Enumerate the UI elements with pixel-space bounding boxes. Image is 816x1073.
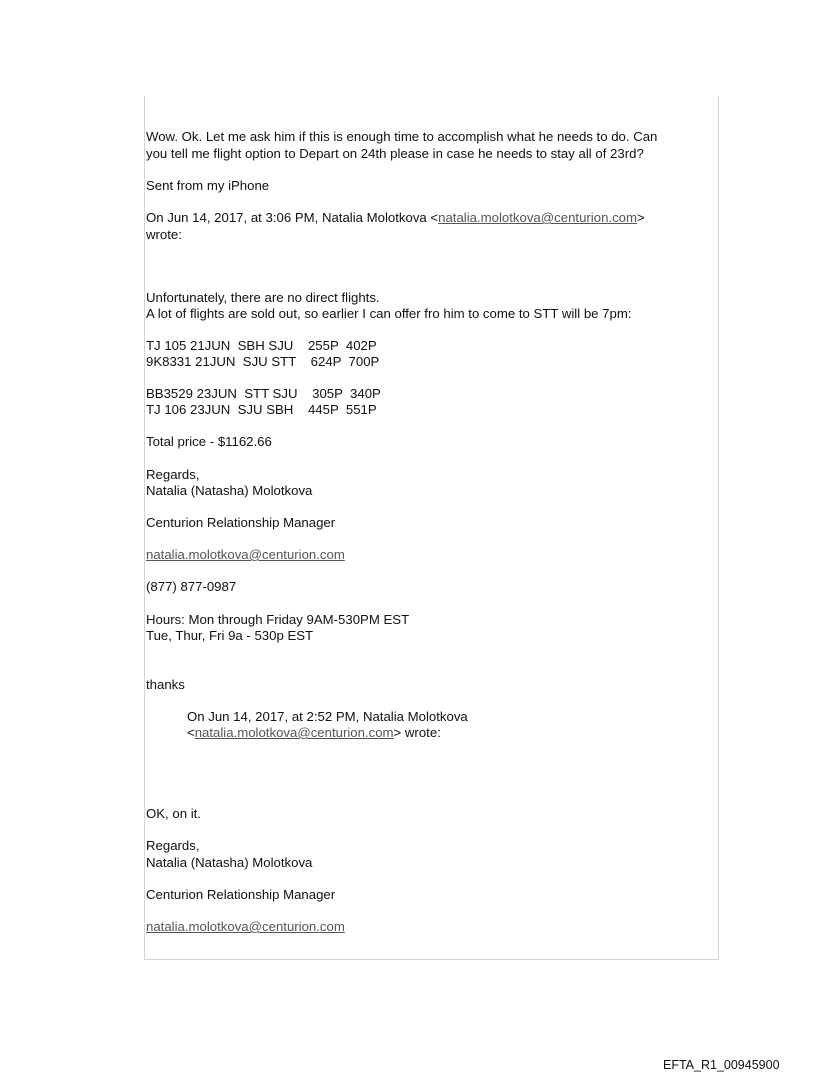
- quote1-wrote: wrote:: [146, 227, 182, 242]
- quote2-header-line-2: [187, 725, 441, 741]
- quote1-thanks: thanks: [146, 677, 185, 692]
- flight-out-row-2: 9K8331 21JUN SJU STT 624P 700P: [146, 354, 380, 369]
- quote2-signature-email-link[interactable]: natalia.molotkova@centurion.com: [146, 919, 345, 934]
- quote1-hours-line-1: Hours: Mon through Friday 9AM-530PM EST: [146, 612, 410, 627]
- flight-out-row-1: TJ 105 21JUN SBH SJU 255P 402P: [146, 338, 377, 353]
- quote1-phone: (877) 877-0987: [146, 579, 237, 594]
- quote1-hours-line-2: Tue, Thur, Fri 9a - 530p EST: [146, 628, 314, 643]
- quote2-body: OK, on it.: [146, 806, 201, 821]
- quote1-signature-email-link[interactable]: natalia.molotkova@centurion.com: [146, 547, 345, 562]
- quote1-header: [146, 210, 645, 226]
- reply-signature: Sent from my iPhone: [146, 178, 270, 193]
- quote1-signer-title: Centurion Relationship Manager: [146, 515, 336, 530]
- quote2-header-suffix: > wrote:: [393, 725, 441, 740]
- quote1-regards: Regards,: [146, 467, 200, 482]
- quote1-header-suffix: >: [636, 210, 645, 225]
- quote2-header-line-1: On Jun 14, 2017, at 2:52 PM, Natalia Molotkova: [187, 709, 468, 724]
- quote1-signature-email-line: [146, 547, 345, 563]
- quote1-header-email-link[interactable]: natalia.molotkova@centurion.com: [438, 210, 637, 225]
- document-id: EFTA_R1_00945900: [663, 1058, 780, 1072]
- total-price: Total price - $1162.66: [146, 434, 272, 449]
- quote1-no-direct: Unfortunately, there are no direct flights.: [146, 290, 380, 305]
- quote2-regards: Regards,: [146, 838, 200, 853]
- quote2-signature-email-line: [146, 919, 345, 935]
- reply-text-line-1: Wow. Ok. Let me ask him if this is enough time to accomplish what he needs to do. Can: [146, 129, 658, 144]
- quote2-signer-title: Centurion Relationship Manager: [146, 887, 336, 902]
- quote2-header-prefix: <: [187, 725, 195, 740]
- flight-return-row-1: BB3529 23JUN STT SJU 305P 340P: [146, 386, 381, 401]
- quote1-sold-out: A lot of flights are sold out, so earlier I can offer fro him to come to STT will be 7pm:: [146, 306, 632, 321]
- quote2-signer-name: Natalia (Natasha) Molotkova: [146, 855, 313, 870]
- reply-text-line-2: you tell me flight option to Depart on 24th please in case he needs to stay all of 23rd?: [146, 146, 644, 161]
- quote2-header-email-link[interactable]: natalia.molotkova@centurion.com: [194, 725, 394, 740]
- quote1-signer-name: Natalia (Natasha) Molotkova: [146, 483, 313, 498]
- flight-return-row-2: TJ 106 23JUN SJU SBH 445P 551P: [146, 402, 377, 417]
- quote1-header-prefix: On Jun 14, 2017, at 3:06 PM, Natalia Molotkova <: [146, 210, 439, 225]
